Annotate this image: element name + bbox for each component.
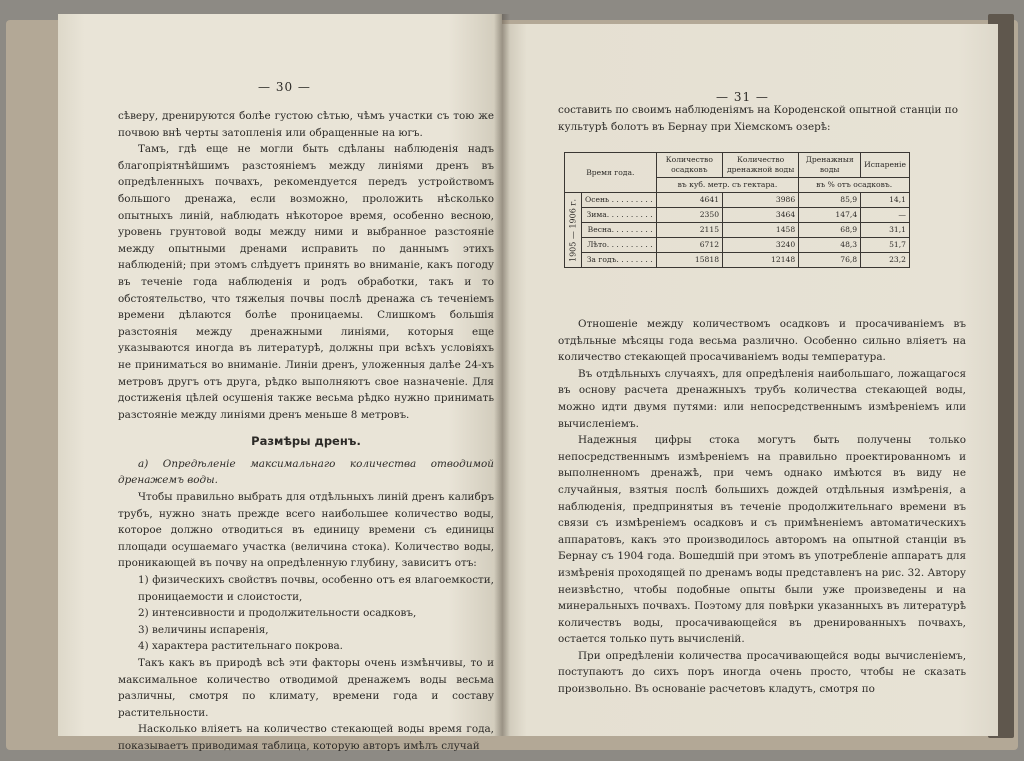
section-heading: Размѣры дренъ. (251, 434, 361, 449)
left-page (58, 14, 502, 752)
book-spine-shadow (494, 14, 510, 736)
unit-percent: въ % отъ осадковъ. (799, 178, 910, 193)
evap-cell: 31,1 (861, 223, 910, 238)
list-item: 1) физическихъ свойствъ почвы, особенно отъ ея влагоемкости, проницаемости и слоистости, (138, 574, 494, 603)
table-intro (558, 102, 958, 135)
paragraph: Чтобы правильно выбрать для отдѣльныхъ линій дренъ калибръ трубъ, нужно знать прежде всего наибольшее количество воды, которое должно отводиться въ единицу времени съ единицы площади осушаемаго участка (величина стока). Количество воды, проникающей въ почву на опредѣленную глубину, зависитъ отъ: (118, 491, 494, 570)
drain-cell: 3986 (723, 193, 799, 208)
paragraph: Въ отдѣльныхъ случаяхъ, для опредѣленія наибольшаго, ложащагося въ основу расчета дренажныхъ трубъ количества стекающей воды, можно идти двумя путями: или непосредственнымъ измѣреніемъ или вычисленіемъ. (558, 367, 966, 430)
pct-cell: 147,4 (799, 208, 861, 223)
list-item: 3) величины испаренія, (138, 623, 269, 636)
header-drain: Количество дренажной воды (723, 153, 799, 178)
paragraph: сѣверу, дренируются болѣе густою сѣтью, чѣмъ участки съ тою же почвою внѣ черты затопленія или обращенные на югъ. (118, 110, 494, 139)
table-row (565, 193, 910, 208)
left-page-number: — 30 — (258, 80, 311, 94)
paragraph: Тамъ, гдѣ еще не могли быть сдѣланы наблюденія надъ благопріятнѣйшимъ разстояніемъ между линіями дренъ въ опредѣленныхъ почвахъ, рекомендуется передъ устройствомъ большого дренажа, если возможно, проложить нѣсколько опытныхъ линій, наблюдать нѣкоторое время, особенно весною, уровень грунтовой воды между ними и выбранное разстояніе между опытными дренами исправить по даннымъ этихъ наблюденій; при этомъ слѣдуетъ принять во вниманіе, какъ погоду въ теченіе года наблюденія и родъ обработки, такъ и то обстоятельство, что тяжелыя почвы послѣ дренажа съ теченіемъ времени дѣлаются болѣе проницаемы. Слишкомъ большія разстоянія между дренажными линіями, которыя еще указываются иногда въ литературѣ, должны при всѣхъ условіяхъ не приниматься во вниманіе. Линіи дренъ, уложенныя далѣе 24-хъ метровъ другъ отъ друга, рѣдко выполняютъ свое назначеніе. Для достиженія цѣлей осушенія также весьма рѣдко нужно принимать разстояніе между линіями дренъ меньше 8 метровъ. (118, 143, 494, 421)
drain-cell: 3240 (723, 238, 799, 253)
table-row-total (565, 253, 910, 268)
drain-cell: 12148 (723, 253, 799, 268)
table-row (565, 223, 910, 238)
drain-cell: 1458 (723, 223, 799, 238)
season-cell: Весна. . . . . . . . . (582, 223, 657, 238)
table-row (565, 238, 910, 253)
precip-cell: 2350 (656, 208, 722, 223)
paragraph: Насколько вліяетъ на количество стекающей воды время года, показываетъ приводимая таблица, которую авторъ имѣлъ случай (118, 723, 494, 752)
paragraph: При опредѣленіи количества просачивающейся воды вычисленіемъ, поступаютъ до сихъ поръ иногда очень просто, чтобы не сказать произвольно. Въ основаніе расчетовъ кладутъ, смотря по (558, 649, 966, 696)
pct-cell: 48,3 (799, 238, 861, 253)
pct-cell: 85,9 (799, 193, 861, 208)
period-label: 1905 — 1906 г. (565, 193, 582, 268)
factor-list (118, 572, 494, 655)
paragraph: Такъ какъ въ природѣ всѣ эти факторы очень измѣнчивы, то и максимальное количество отводимой дренажемъ воды весьма различны, смотря по климату, времени года и составу растительности. (118, 657, 494, 719)
right-page (502, 24, 998, 736)
paragraph: Отношеніе между количествомъ осадковъ и просачиваніемъ въ отдѣльные мѣсяцы года весьма различно. Особенно сильно вліяетъ на количество стекающей просачиваніемъ воды температура. (558, 318, 966, 364)
paragraph: Надежныя цифры стока могутъ быть получены только непосредственнымъ измѣреніемъ на правильно проектированномъ и выполненномъ дренажѣ, при чемъ однако имѣются въ виду не случайныя, взятыя послѣ большихъ дождей отдѣльныя измѣренія, а наблюденія, предпринятыя въ теченіе продолжительнаго времени въ связи съ измѣреніемъ осадковъ и съ примѣненіемъ автоматическихъ аппаратовъ, какъ это производилось авторомъ на опытной станціи въ Бернау съ 1904 года. Вошедшій при этомъ въ употребленіе аппаратъ для измѣренія проходящей по дренамъ воды представленъ на рис. 32. Автору неизвѣстно, чтобы подобные опыты были уже произведены и на минеральныхъ почвахъ. Поэтому для повѣрки указанныхъ въ литературѣ количествъ воды, просачивающейся въ дренированныхъ почвахъ, остается только путь вычисленій. (558, 434, 966, 646)
right-page-number: — 31 — (716, 90, 769, 104)
right-page-text (558, 316, 966, 698)
paragraph: составить по своимъ наблюденіямъ на Короденской опытной станціи по культурѣ болотъ въ Бернау при Хіемскомъ озерѣ: (558, 104, 958, 133)
subheading: а) Опредѣленіе максимальнаго количества отводимой дренажемъ воды. (118, 457, 494, 487)
header-evap: Испареніе (861, 153, 910, 178)
evap-cell: — (861, 208, 910, 223)
list-item: 2) интенсивности и продолжительности осадковъ, (138, 607, 417, 620)
pct-cell: 68,9 (799, 223, 861, 238)
evap-cell: 14,1 (861, 193, 910, 208)
unit-cubic-meters: въ куб. метр. съ гектара. (656, 178, 799, 193)
precip-cell: 15818 (656, 253, 722, 268)
table-row (565, 208, 910, 223)
evap-cell: 23,2 (861, 253, 910, 268)
left-page-text (118, 108, 494, 755)
pct-cell: 76,8 (799, 253, 861, 268)
precip-cell: 4641 (656, 193, 722, 208)
season-cell: Зима. . . . . . . . . . (582, 208, 657, 223)
precip-cell: 6712 (656, 238, 722, 253)
seasonal-runoff-table (564, 152, 910, 268)
drain-cell: 3464 (723, 208, 799, 223)
header-time: Время года. (565, 153, 657, 193)
table-header-row (565, 153, 910, 178)
list-item: 4) характера растительнаго покрова. (138, 640, 343, 653)
precip-cell: 2115 (656, 223, 722, 238)
season-cell: Лѣто. . . . . . . . . . (582, 238, 657, 253)
season-cell: За годъ. . . . . . . . (582, 253, 657, 268)
header-precip: Количество осадковъ (656, 153, 722, 178)
header-drain-pct: Дренажныя воды (799, 153, 861, 178)
season-cell: Осень . . . . . . . . . (582, 193, 657, 208)
evap-cell: 51,7 (861, 238, 910, 253)
